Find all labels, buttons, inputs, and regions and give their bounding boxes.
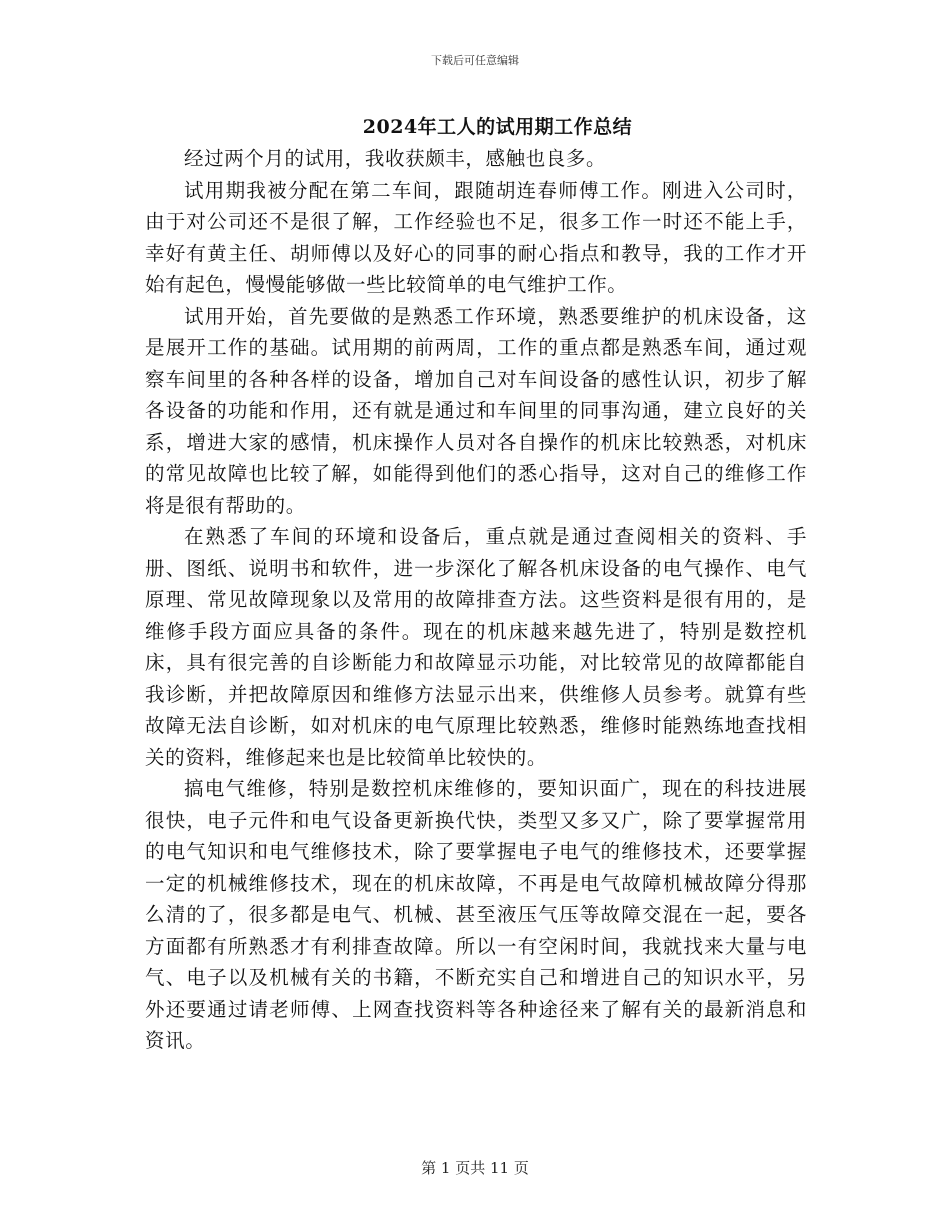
paragraph-1: 经过两个月的试用，我收获颇丰，感触也良多。 xyxy=(184,147,607,170)
paragraph-2: 试用期我被分配在第二车间，跟随胡连春师傅工作。刚进入公司时，由于对公司还不是很了解，工作经验也不足，很多工作一时还不能上手，幸好有黄主任、胡师傅以及好心的同事的耐心指点和教导，我的工作才开始有起色，慢慢能够做一些比较简单的电气维护工作。 xyxy=(145,178,807,296)
document-body xyxy=(145,143,807,1057)
document-title: 2024年工人的试用期工作总结 xyxy=(362,116,633,138)
paragraph-3: 试用开始，首先要做的是熟悉工作环境，熟悉要维护的机床设备，这是展开工作的基础。试用期的前两周，工作的重点都是熟悉车间，通过观察车间里的各种各样的设备，增加自己对车间设备的感性认识，初步了解各设备的功能和作用，还有就是通过和车间里的同事沟通，建立良好的关系，增进大家的感情，机床操作人员对各自操作的机床比较熟悉，对机床的常见故障也比较了解，如能得到他们的悉心指导，这对自己的维修工作将是很有帮助的。 xyxy=(145,304,807,517)
page-header-note: 下载后可任意编辑 xyxy=(431,54,519,67)
page-number-footer: 第 1 页共 11 页 xyxy=(421,1159,529,1177)
paragraph-4: 在熟悉了车间的环境和设备后，重点就是通过查阅相关的资料、手册、图纸、说明书和软件，进一步深化了解各机床设备的电气操作、电气原理、常见故障现象以及常用的故障排查方法。这些资料是很有用的，是维修手段方面应具备的条件。现在的机床越来越先进了，特别是数控机床，具有很完善的自诊断能力和故障显示功能，对比较常见的故障都能自我诊断，并把故障原因和维修方法显示出来，供维修人员参考。就算有些故障无法自诊断，如对机床的电气原理比较熟悉，维修时能熟练地查找相关的资料，维修起来也是比较简单比较快的。 xyxy=(145,525,807,769)
paragraph-5: 搞电气维修，特别是数控机床维修的，要知识面广，现在的科技进展很快，电子元件和电气设备更新换代快，类型又多又广，除了要掌握常用的电气知识和电气维修技术，除了要掌握电子电气的维修技术，还要掌握一定的机械维修技术，现在的机床故障，不再是电气故障机械故障分得那么清的了，很多都是电气、机械、甚至液压气压等故障交混在一起，要各方面都有所熟悉才有利排查故障。所以一有空闲时间，我就找来大量与电气、电子以及机械有关的书籍，不断充实自己和增进自己的知识水平，另外还要通过请老师傅、上网查找资料等各种途径来了解有关的最新消息和资讯。 xyxy=(145,777,807,1052)
